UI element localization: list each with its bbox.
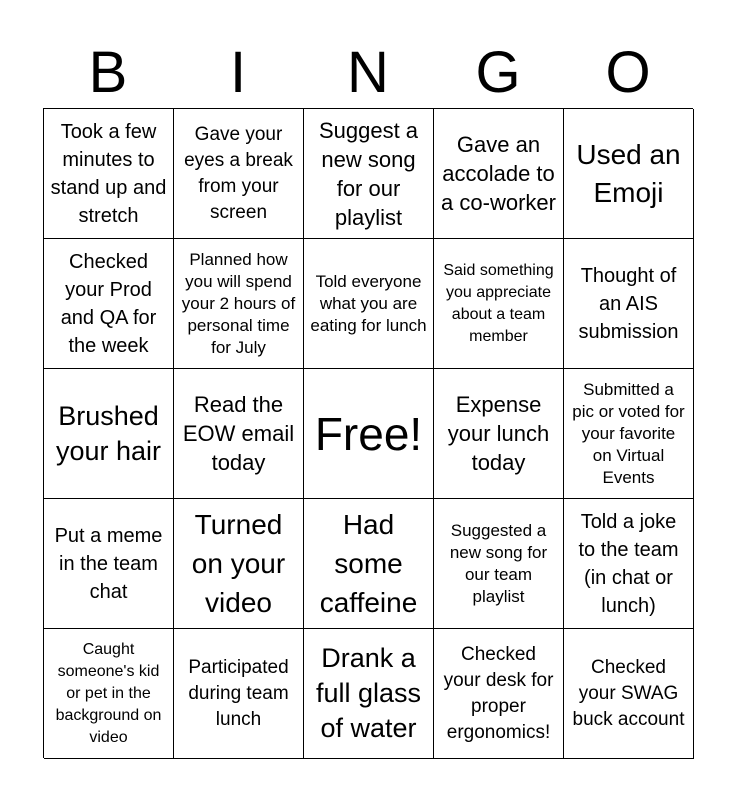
bingo-cell[interactable] [174, 239, 304, 369]
cell-text: Read the EOW email today [182, 392, 295, 475]
bingo-cell[interactable] [304, 629, 434, 759]
bingo-cell[interactable] [564, 239, 694, 369]
cell-text: Checked your Prod and QA for the week [60, 250, 157, 357]
bingo-cell[interactable] [304, 499, 434, 629]
cell-text: Gave your eyes a break from your screen [184, 123, 293, 223]
bingo-cell[interactable] [564, 369, 694, 499]
bingo-cell[interactable] [44, 369, 174, 499]
header-letter-g: G [475, 40, 521, 105]
bingo-cell[interactable] [434, 499, 564, 629]
cell-text: Turned on your video [191, 509, 286, 618]
cell-text: Expense your lunch today [447, 392, 550, 475]
bingo-cell[interactable] [304, 109, 434, 239]
cell-text: Said something you appreciate about a team member [443, 261, 554, 345]
bingo-header [43, 38, 693, 108]
cell-text: Submitted a pic or voted for your favorite on Virtual Events [572, 379, 685, 487]
header-letter-b: B [88, 40, 128, 105]
cell-text: Drank a full glass of water [315, 643, 422, 743]
cell-text: Checked your SWAG buck account [572, 656, 685, 730]
header-letter-n: N [347, 40, 389, 105]
bingo-cell[interactable] [174, 499, 304, 629]
cell-text: Thought of an AIS submission [578, 264, 679, 343]
free-space-cell[interactable] [304, 369, 434, 499]
bingo-cell[interactable] [564, 499, 694, 629]
cell-text: Told everyone what you are eating for lunch [310, 271, 427, 335]
cell-text: Participated during team lunch [188, 656, 289, 730]
cell-text: Put a meme in the team chat [54, 524, 163, 603]
bingo-cell[interactable] [44, 239, 174, 369]
bingo-cell[interactable] [174, 109, 304, 239]
cell-text: Checked your desk for proper ergonomics! [443, 643, 554, 743]
bingo-cell[interactable] [174, 629, 304, 759]
cell-text: Planned how you will spend your 2 hours of personal time for July [181, 249, 296, 357]
cell-text: Brushed your hair [55, 400, 162, 466]
bingo-cell[interactable] [304, 239, 434, 369]
bingo-cell[interactable] [44, 629, 174, 759]
bingo-cell[interactable] [564, 109, 694, 239]
header-letter-o: O [605, 40, 651, 105]
bingo-cell[interactable] [44, 109, 174, 239]
cell-text: Suggest a new song for our playlist [318, 117, 419, 230]
header-letter-i: I [229, 40, 247, 105]
bingo-cell[interactable] [434, 369, 564, 499]
cell-text: Gave an accolade to a co-worker [441, 132, 556, 215]
cell-text: Caught someone's kid or pet in the background on video [55, 640, 162, 746]
bingo-cell[interactable] [434, 629, 564, 759]
bingo-cell[interactable] [44, 499, 174, 629]
cell-text: Told a joke to the team (in chat or lunch) [578, 510, 679, 617]
bingo-board [43, 108, 693, 758]
cell-text: Suggested a new song for our team playlist [449, 520, 548, 606]
bingo-cell[interactable] [434, 239, 564, 369]
cell-text: Took a few minutes to stand up and stretch [50, 120, 167, 227]
bingo-cell[interactable] [564, 629, 694, 759]
cell-text: Had some caffeine [319, 509, 418, 618]
cell-text: Free! [314, 407, 423, 460]
bingo-cell[interactable] [434, 109, 564, 239]
bingo-cell[interactable] [174, 369, 304, 499]
cell-text: Used an Emoji [576, 138, 681, 208]
